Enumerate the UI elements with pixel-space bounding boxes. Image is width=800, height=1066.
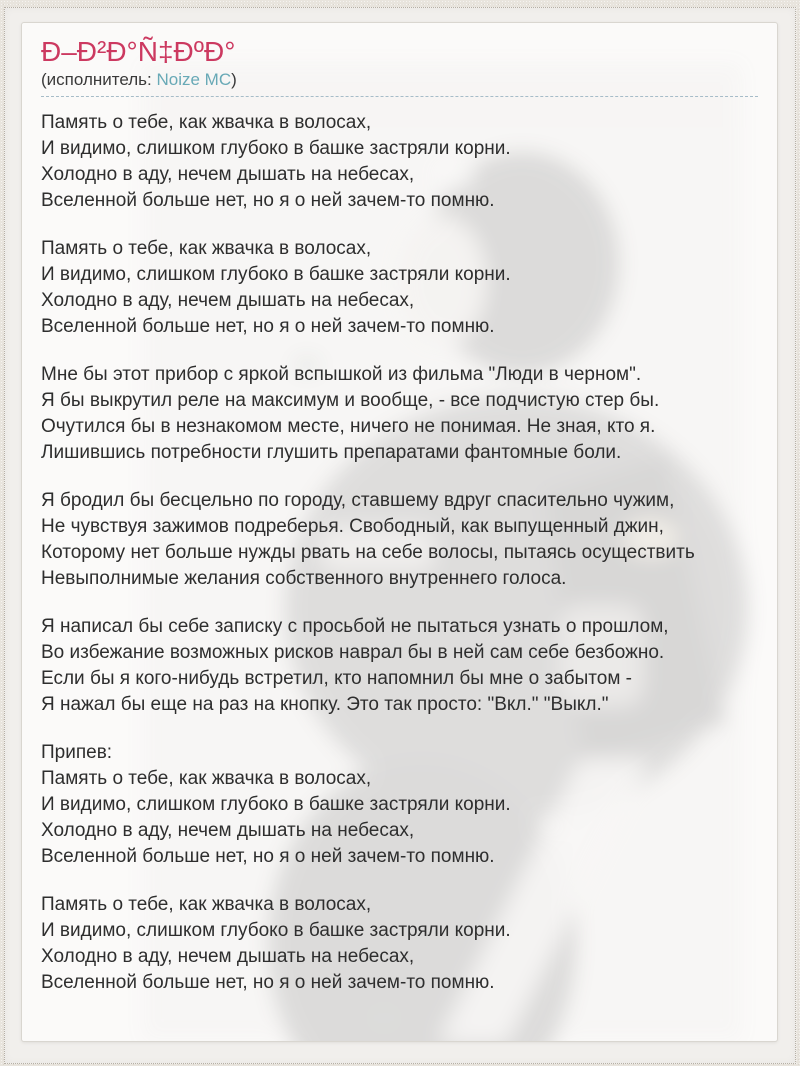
lyric-line: И видимо, слишком глубоко в башке застряли корни. xyxy=(41,264,511,285)
verse-4 xyxy=(41,488,758,592)
lyric-line: Если бы я кого-нибудь встретил, кто напомнил бы мне о забытом - xyxy=(41,668,632,689)
lyric-line: Холодно в аду, нечем дышать на небесах, xyxy=(41,290,415,311)
verse-7 xyxy=(41,892,758,996)
lyric-line: Вселенной больше нет, но я о ней зачем-то помню. xyxy=(41,316,495,337)
verse-1 xyxy=(41,110,758,214)
content-sheet xyxy=(4,7,796,1064)
lyric-line: Вселенной больше нет, но я о ней зачем-то помню. xyxy=(41,972,495,993)
lyric-line: Лишившись потребности глушить препаратами фантомные боли. xyxy=(41,442,622,463)
lyric-line: И видимо, слишком глубоко в башке застряли корни. xyxy=(41,920,511,941)
lyric-line: Вселенной больше нет, но я о ней зачем-то помню. xyxy=(41,846,495,867)
lyric-line: Я бродил бы бесцельно по городу, ставшему вдруг спасительно чужим, xyxy=(41,490,675,511)
lyric-line: Память о тебе, как жвачка в волосах, xyxy=(41,894,372,915)
verse-3 xyxy=(41,362,758,466)
lyric-line: Очутился бы в незнакомом месте, ничего не понимая. Не зная, кто я. xyxy=(41,416,656,437)
artist-link[interactable]: Noize MC xyxy=(156,70,232,89)
lyric-line: И видимо, слишком глубоко в башке застряли корни. xyxy=(41,794,511,815)
lyric-line: Память о тебе, как жвачка в волосах, xyxy=(41,238,372,259)
verse-2 xyxy=(41,236,758,340)
lyric-line: Холодно в аду, нечем дышать на небесах, xyxy=(41,164,415,185)
lyric-line: Которому нет больше нужды рвать на себе волосы, пытаясь осуществить xyxy=(41,542,695,563)
lyric-line: Я бы выкрутил реле на максимум и вообще, - все подчистую стер бы. xyxy=(41,390,660,411)
lyrics-page-content xyxy=(22,23,777,996)
lyric-line: Вселенной больше нет, но я о ней зачем-то помню. xyxy=(41,190,495,211)
artist-label: (исполнитель: xyxy=(41,70,157,89)
artist-line xyxy=(41,70,758,97)
lyric-line: Память о тебе, как жвачка в волосах, xyxy=(41,112,372,133)
verse-5 xyxy=(41,614,758,718)
lyric-line: Память о тебе, как жвачка в волосах, xyxy=(41,768,372,789)
lyric-line: Не чувствуя зажимов подреберья. Свободный, как выпущенный джин, xyxy=(41,516,664,537)
lyric-line: Припев: xyxy=(41,742,113,763)
song-title: Ð–Ð²Ð°Ñ‡ÐºÐ° xyxy=(41,36,236,67)
verse-6-chorus xyxy=(41,740,758,870)
lyric-line: Невыполнимые желания собственного внутреннего голоса. xyxy=(41,568,567,589)
lyric-line: Во избежание возможных рисков наврал бы в ней сам себе безбожно. xyxy=(41,642,665,663)
lyric-line: Холодно в аду, нечем дышать на небесах, xyxy=(41,820,415,841)
artist-close-paren: ) xyxy=(231,70,237,89)
lyrics-card xyxy=(21,22,778,1042)
lyric-line: Я написал бы себе записку с просьбой не пытаться узнать о прошлом, xyxy=(41,616,669,637)
lyric-line: И видимо, слишком глубоко в башке застряли корни. xyxy=(41,138,511,159)
lyric-line: Я нажал бы еще на раз на кнопку. Это так просто: "Вкл." "Выкл." xyxy=(41,694,609,715)
lyrics-text xyxy=(41,110,758,996)
lyric-line: Холодно в аду, нечем дышать на небесах, xyxy=(41,946,415,967)
lyric-line: Мне бы этот прибор с яркой вспышкой из фильма "Люди в черном". xyxy=(41,364,642,385)
